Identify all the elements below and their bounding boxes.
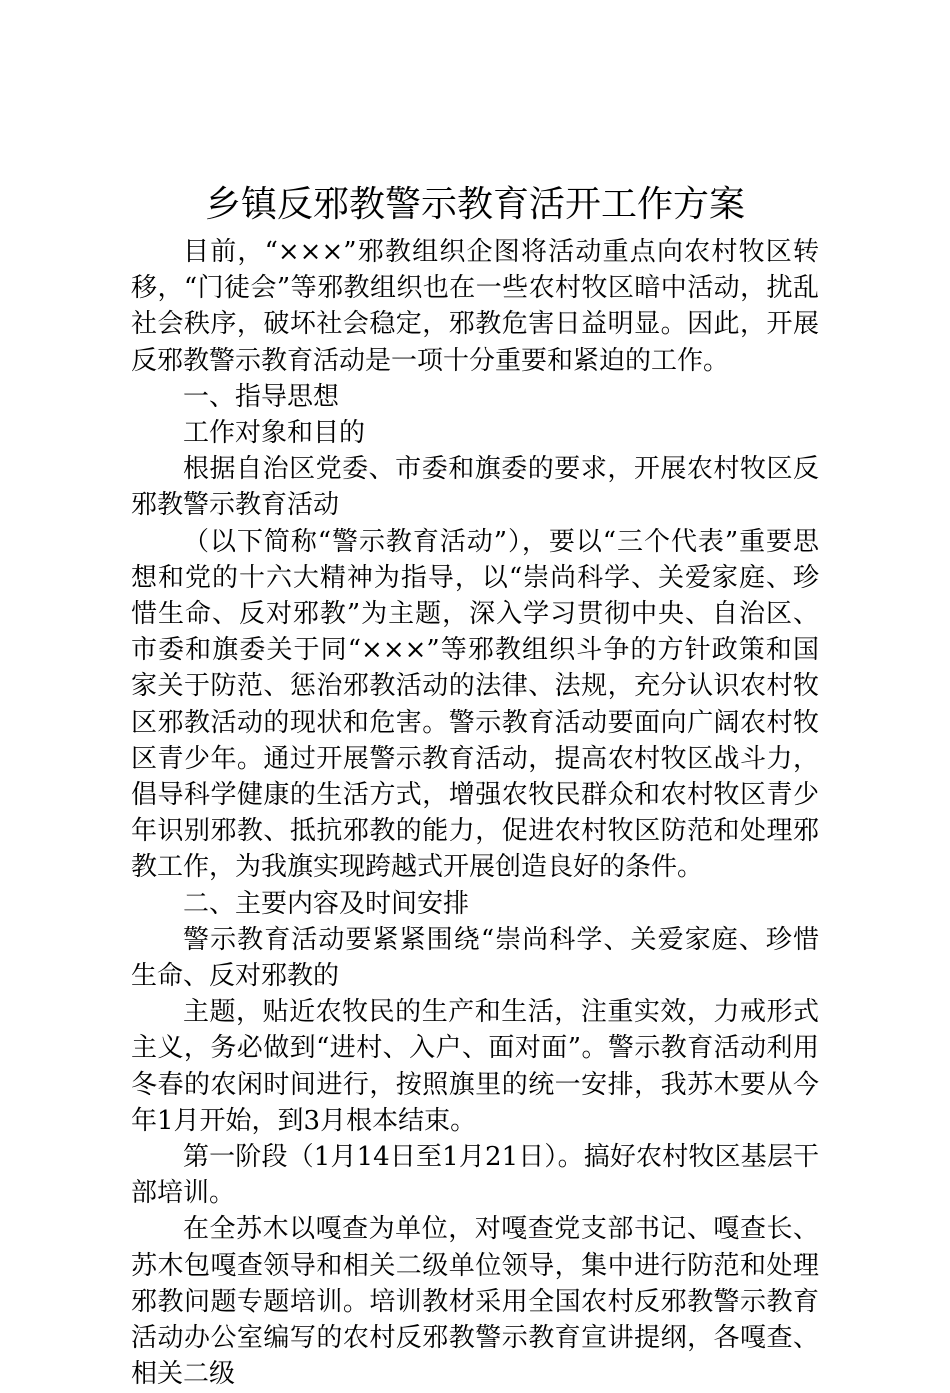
paragraph-subheading: 工作对象和目的 <box>183 418 366 449</box>
paragraph-intro: 目前，“×××”邪教组织企图将活动重点向农村牧区转移，“门徒会”等邪教组织也在一些农村牧区暗中活动，扰乱社会秩序，破坏社会稳定，邪教危害日益明显。因此，开展反邪教警示教育活动是一项十分重要和紧迫的工作。 <box>131 237 819 376</box>
section-heading-guiding-ideology: 一、指导思想 <box>183 381 340 412</box>
paragraph-phase-one: 第一阶段（1月14日至1月21日）。搞好农村牧区基层干部培训。 <box>131 1142 819 1209</box>
document-title: 乡镇反邪教警示教育活开工作方案 <box>204 184 745 225</box>
document-body <box>131 234 819 1393</box>
paragraph-schedule: 主题，贴近农牧民的生产和生活，注重实效，力戒形式主义，务必做到“进村、入户、面对面”。警示教育活动利用冬春的农闲时间进行，按照旗里的统一安排，我苏木要从今年1月开始，到3月根本结束。 <box>131 997 819 1136</box>
paragraph-theme: 警示教育活动要紧紧围绕“崇尚科学、关爱家庭、珍惜生命、反对邪教的 <box>131 924 819 992</box>
paragraph-training: 在全苏木以嘎查为单位，对嘎查党支部书记、嘎查长、苏木包嘎查领导和相关二级单位领导，集中进行防范和处理邪教问题专题培训。培训教材采用全国农村反邪教警示教育活动办公室编写的农村反邪教警示教育宣讲提纲，各嘎查、相关二级 <box>131 1214 819 1390</box>
paragraph-guidance: （以下简称“警示教育活动”），要以“三个代表”重要思想和党的十六大精神为指导，以“崇尚科学、关爱家庭、珍惜生命、反对邪教”为主题，深入学习贯彻中央、自治区、市委和旗委关于同“×××”等邪教组织斗争的方针政策和国家关于防范、惩治邪教活动的法律、法规，充分认识农村牧区邪教活动的现状和危害。警示教育活动要面向广阔农村牧区青少年。通过开展警示教育活动，提高农村牧区战斗力，倡导科学健康的生活方式，增强农牧民群众和农村牧区青少年识别邪教、抵抗邪教的能力，促进农村牧区防范和处理邪教工作，为我旗实现跨越式开展创造良好的条件。 <box>131 526 819 883</box>
section-heading-content-schedule: 二、主要内容及时间安排 <box>183 888 470 919</box>
paragraph-requirements: 根据自治区党委、市委和旗委的要求，开展农村牧区反邪教警示教育活动 <box>131 454 819 521</box>
